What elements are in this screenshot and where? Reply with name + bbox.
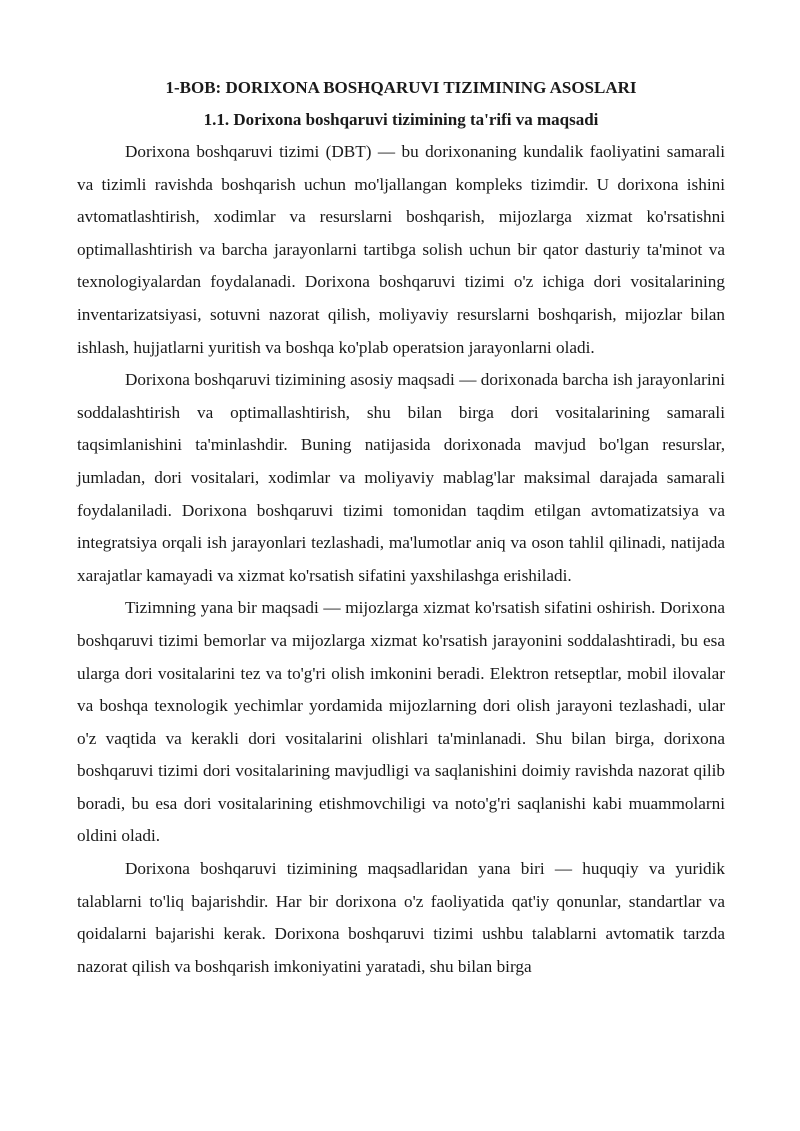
body-paragraph-3: Tizimning yana bir maqsadi — mijozlarga xizmat ko'rsatish sifatini oshirish. Dorixona boshqaruvi tizimi bemorlar va mijozlarga xizmat ko'rsatish jarayonini soddalashtiradi, bu esa ularga dori vositalarini tez va to'g'ri olish imkonini beradi. Elektron retseptlar, mobil ilovalar va boshqa texnologik yechimlar yordamida mijozlarning dori olish jarayoni tezlashadi, ular o'z vaqtida va kerakli dori vositalarini olishlari ta'minlanadi. Shu bilan birga, dorixona boshqaruvi tizimi dori vositalarining mavjudligi va saqlanishini doimiy ravishda nazorat qilib boradi, bu esa dori vositalarining etishmovchiligi va noto'g'ri saqlanishi kabi muammolarni oldini oladi. — [77, 598, 725, 846]
chapter-title: 1-BOB: DORIXONA BOSHQARUVI TIZIMINING ASOSLARI — [165, 78, 637, 97]
body-paragraph-4: Dorixona boshqaruvi tizimining maqsadlaridan yana biri — huquqiy va yuridik talablarni to'liq bajarishdir. Har bir dorixona o'z faoliyatida qat'iy qonunlar, standartlar va qoidalarni bajarishi kerak. Dorixona boshqaruvi tizimi ushbu talablarni avtomatik tarzda nazorat qilish va boshqarish imkoniyatini yaratadi, shu bilan birga — [77, 859, 725, 976]
body-paragraph-2: Dorixona boshqaruvi tizimining asosiy maqsadi — dorixonada barcha ish jarayonlarini soddalashtirish va optimallashtirish, shu bilan birga dori vositalarining samarali taqsimlanishini ta'minlashdir. Buning natijasida dorixonada mavjud bo'lgan resurslar, jumladan, dori vositalari, xodimlar va moliyaviy mablag'lar maksimal darajada samarali foydalaniladi. Dorixona boshqaruvi tizimi tomonidan taqdim etilgan avtomatizatsiya va integratsiya orqali ish jarayonlari tezlashadi, ma'lumotlar aniq va oson tahlil qilinadi, natijada xarajatlar kamayadi va xizmat ko'rsatish sifatini yaxshilashga erishiladi. — [77, 370, 725, 585]
section-title: 1.1. Dorixona boshqaruvi tizimining ta'rifi va maqsadi — [203, 110, 599, 129]
body-paragraph-1: Dorixona boshqaruvi tizimi (DBT) — bu dorixonaning kundalik faoliyatini samarali va tizimli ravishda boshqarish uchun mo'ljallangan kompleks tizimdir. U dorixona ishini avtomatlashtirish, xodimlar va resurslarni boshqarish, mijozlarga xizmat ko'rsatishni optimallashtirish va barcha jarayonlarni tartibga solish uchun bir qator dasturiy ta'minot va texnologiyalardan foydalanadi. Dorixona boshqaruvi tizimi o'z ichiga dori vositalarining inventarizatsiyasi, sotuvni nazorat qilish, moliyaviy resurslarni boshqarish, mijozlar bilan ishlash, hujjatlarni yuritish va boshqa ko'plab operatsion jarayonlarni oladi. — [77, 142, 725, 357]
